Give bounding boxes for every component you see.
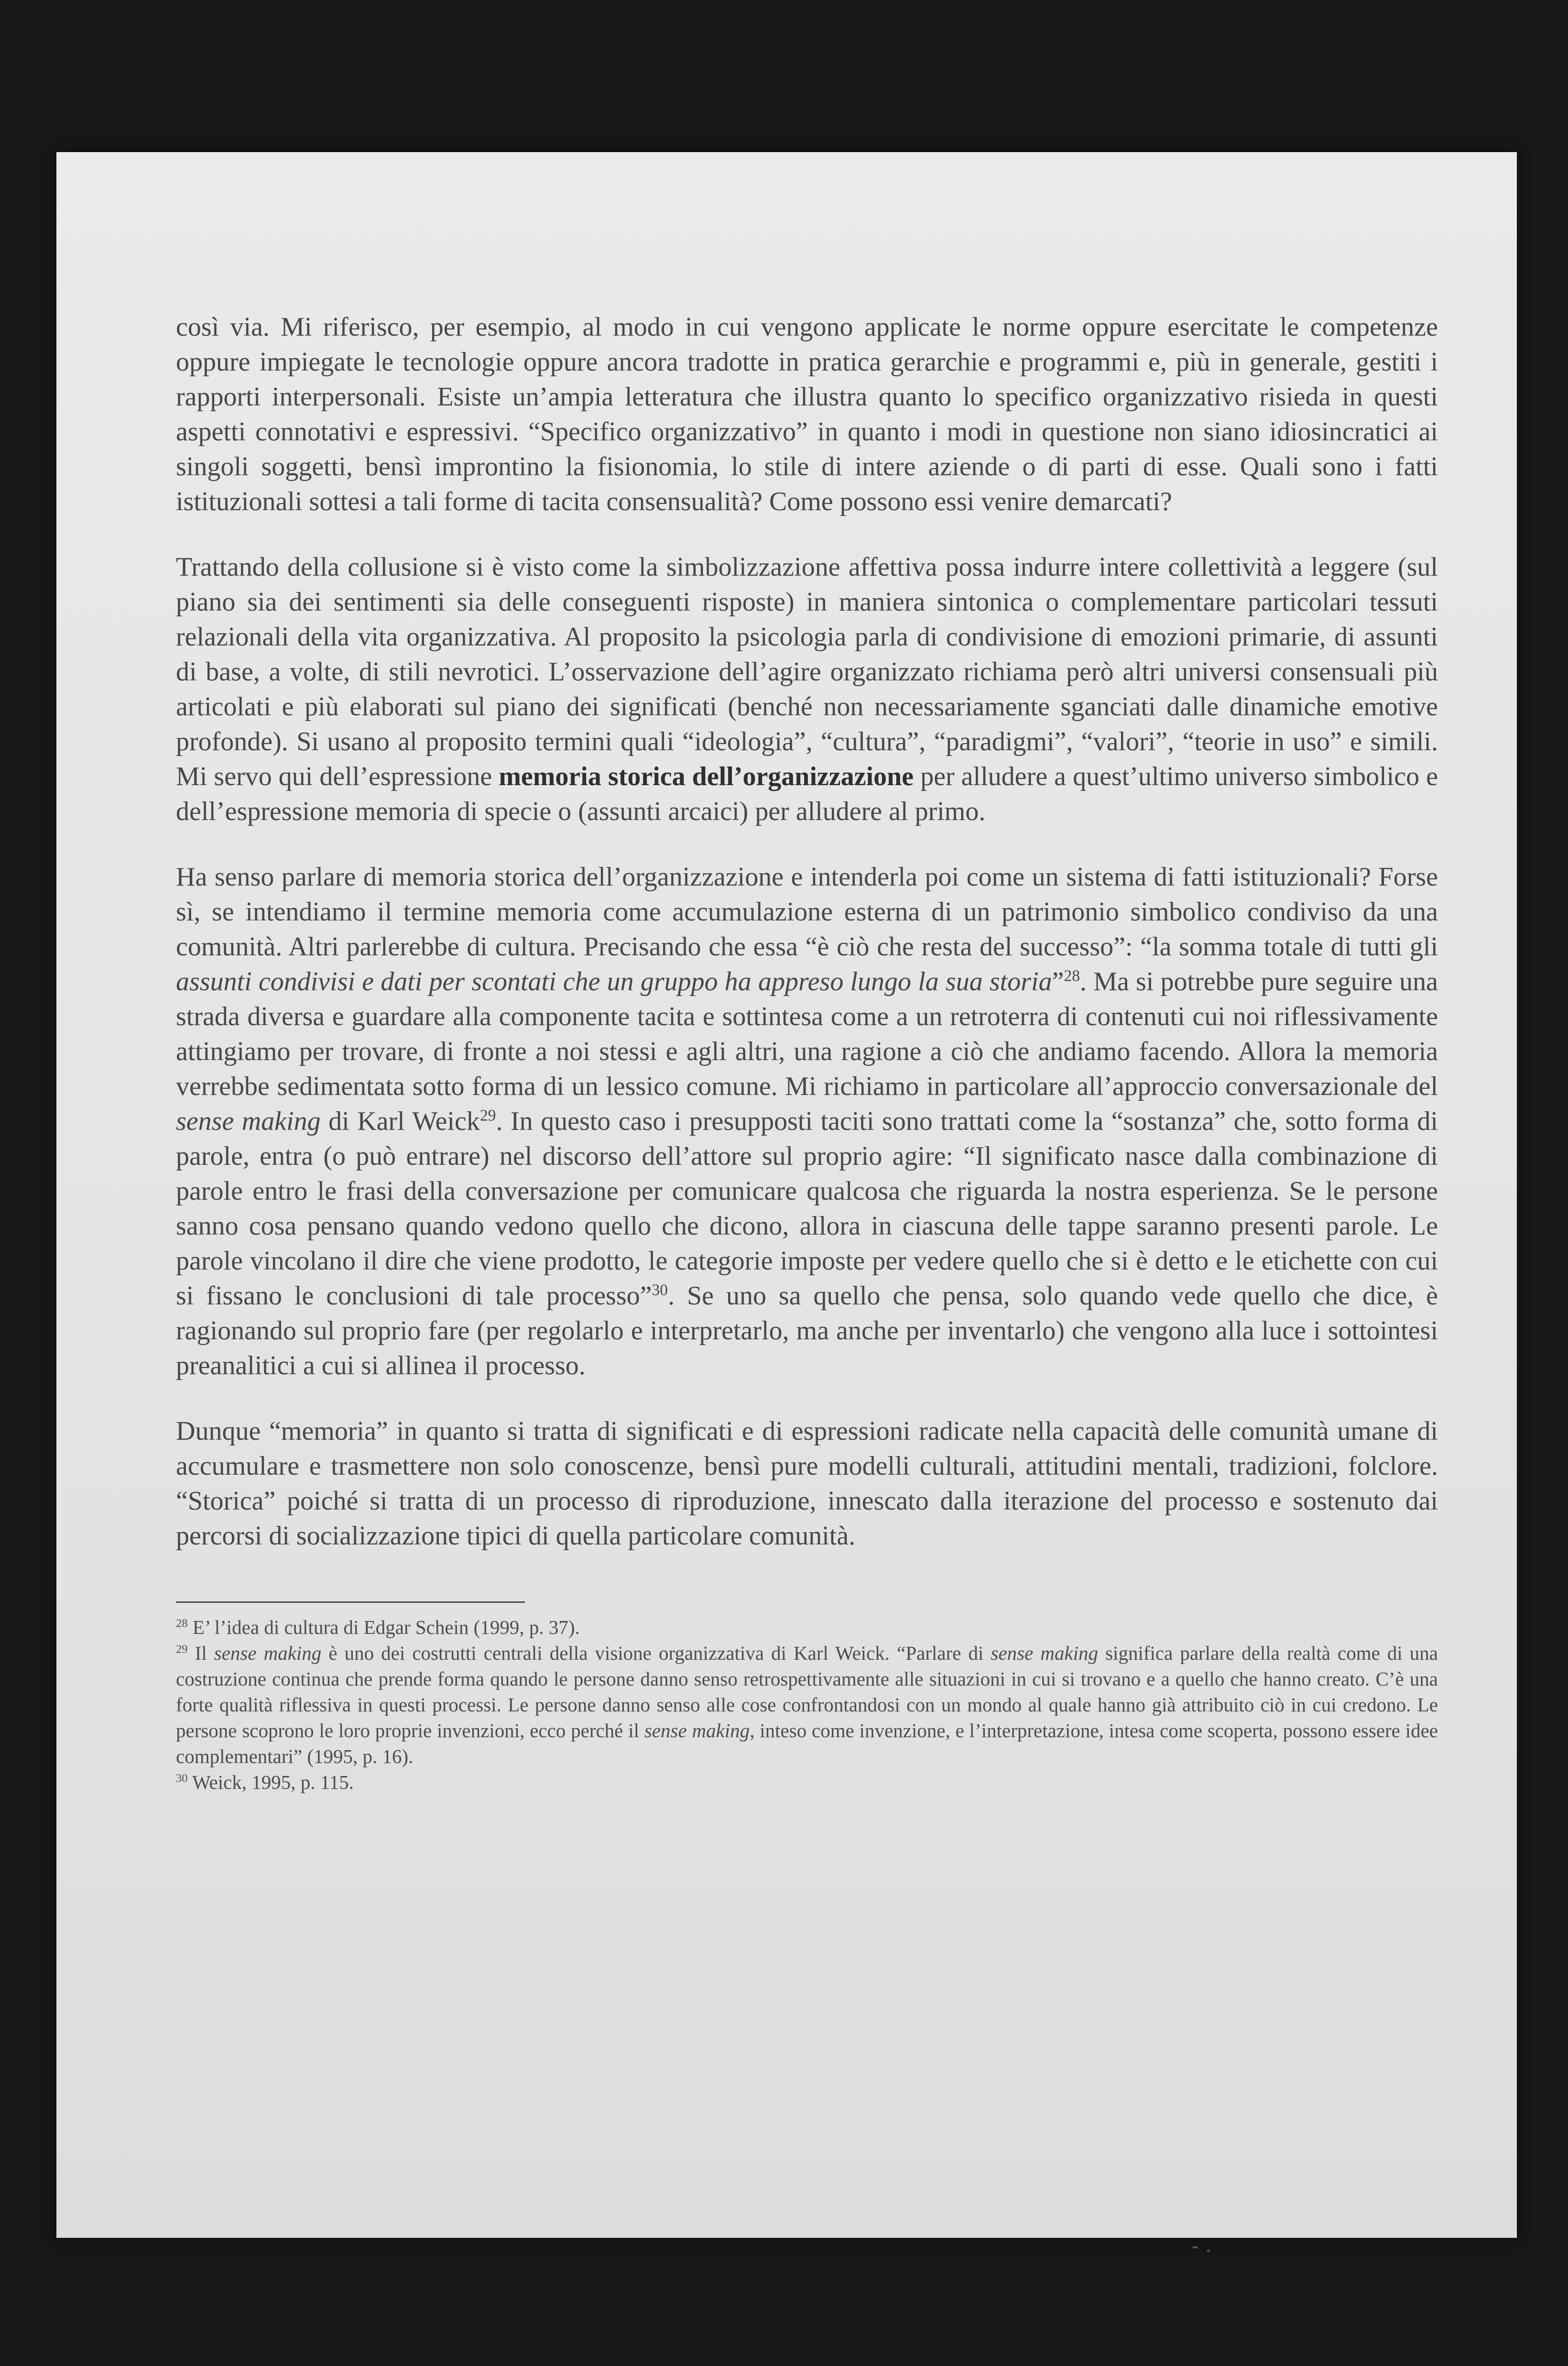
text-run: . Ma si potrebbe pure seguire una strada diversa e guardare alla componente tacita e sottintesa come a un retroterra di contenuti cui noi riflessivamente attingiamo per trovare, di fronte a noi stessi e agli altri, una ragione a ciò che andiamo facendo. Allora la memoria verrebbe sedimentata sotto forma di un lessico comune. Mi richiamo in particolare all’approccio conversazionale del	[176, 967, 1438, 1101]
footnote-1	[176, 1614, 1438, 1640]
footnote-separator	[176, 1601, 525, 1603]
body-text	[176, 310, 1438, 1554]
text-run: , inteso come invenzione, e l’interpretazione, intesa come scoperta, possono essere idee complementari” (1995, p. 16).	[176, 1720, 1438, 1767]
footnotes	[176, 1614, 1438, 1795]
footnote-ref: 29	[479, 1106, 496, 1125]
footnote-ref: 29	[176, 1643, 188, 1656]
text-run: Trattando della collusione si è visto come la simbolizzazione affettiva possa indurre intere collettività a leggere (sul piano sia dei sentimenti sia delle conseguenti risposte) in maniera sintonica o complementare particolari tessuti relazionali della vita organizzativa. Al proposito la psicologia parla di condivisione di emozioni primarie, di assunti di base, a volte, di stili nevrotici. L’osservazione dell’agire organizzato richiama però altri universi consensuali più articolati e più elaborati sul piano dei significati (benché non necessariamente sganciati dalle dinamiche emotive profonde). Si usano al proposito termini quali “ideologia”, “cultura”, “paradigmi”, “valori”, “teorie in uso” e simili. Mi servo qui dell’espressione	[176, 552, 1438, 791]
italic-text: assunti condivisi e dati per scontati che un gruppo ha appreso lungo la sua storia	[176, 967, 1052, 997]
text-run: così via. Mi riferisco, per esempio, al modo in cui vengono applicate le norme oppure esercitate le competenze oppure impiegate le tecnologie oppure ancora tradotte in pratica gerarchie e programmi e, più in generale, gestiti i rapporti interpersonali. Esiste un’ampia letteratura che illustra quanto lo specifico organizzativo risieda in questi aspetti connotativi e espressivi. “Specifico organizzativo” in quanto i modi in questione non siano idiosincratici ai singoli soggetti, bensì improntino la fisionomia, lo stile di intere aziende o di parti di esse. Quali sono i fatti istituzionali sottesi a tali forme di tacita consensualità? Come possono essi venire demarcati?	[176, 312, 1438, 516]
text-run: . Se uno sa quello che pensa, solo quando vede quello che dice, è ragionando sul proprio fare (per regolarlo e interpretarlo, ma anche per inventarlo) che vengono alla luce i sottointesi preanalitici a cui si allinea il processo.	[176, 1281, 1438, 1380]
paragraph-2	[176, 550, 1438, 829]
text-run: . In questo caso i presupposti taciti sono trattati come la “sostanza” che, sotto forma di parole, entra (o può entrare) nel discorso dell’attore sul proprio agire: “Il significato nasce dalla combinazione di parole entro le frasi della conversazione per comunicare qualcosa che riguarda la nostra esperienza. Se le persone sanno cosa pensano quando vedono quello che dicono, allora in ciascuna delle tappe saranno presenti parole. Le parole vincolano il dire che viene prodotto, le categorie imposte per vedere quello che si è detto e le etichette con cui si fissano le conclusioni di tale processo”	[176, 1106, 1438, 1311]
footnote-2	[176, 1640, 1438, 1769]
scan-mark	[1207, 2250, 1210, 2252]
italic-text: sense making	[176, 1106, 321, 1136]
italic-text: sense making	[644, 1720, 750, 1742]
text-run: Ha senso parlare di memoria storica dell’organizzazione e intenderla poi come un sistema di fatti istituzionali? Forse sì, se intendiamo il termine memoria come accumulazione esterna di un patrimonio simbolico condiviso da una comunità. Altri parlerebbe di cultura. Precisando che essa “è ciò che resta del successo”: “la somma totale di tutti gli	[176, 862, 1438, 962]
footnote-ref: 30	[176, 1772, 188, 1785]
text-run: di Karl Weick	[320, 1106, 480, 1136]
footnote-3	[176, 1769, 1438, 1795]
bold-text: memoria storica dell’organizzazione	[499, 762, 914, 791]
scan-mark	[1193, 2246, 1198, 2248]
text-run: Il	[187, 1642, 214, 1664]
text-run: Dunque “memoria” in quanto si tratta di significati e di espressioni radicate nella capacità delle comunità umane di accumulare e trasmettere non solo conoscenze, bensì pure modelli culturali, attitudini mentali, tradizioni, folclore. “Storica” poiché si tratta di un processo di riproduzione, innescato dalla iterazione del processo e sostenuto dai percorsi di socializzazione tipici di quella particolare comunità.	[176, 1416, 1438, 1551]
text-run: è uno dei costrutti centrali della visione organizzativa di Karl Weick. “Parlare di	[321, 1642, 991, 1664]
footnote-ref: 28	[1064, 967, 1080, 985]
text-run: E’ l’idea di cultura di Edgar Schein (1999, p. 37).	[187, 1616, 580, 1638]
footnote-ref: 30	[652, 1281, 668, 1299]
text-run: Weick, 1995, p. 115.	[187, 1771, 354, 1793]
text-run: per alludere a quest’ultimo universo simbolico e dell’espressione memoria di specie o (assunti arcaici) per alludere al primo.	[176, 762, 1438, 826]
text-run: significa parlare della realtà come di una costruzione continua che prende forma quando le persone danno senso retrospettivamente alle situazioni in cui si trovano e a quello che hanno creato. C’è una forte qualità riflessiva in questi processi. Le persone danno senso alle cose confrontandosi con un mondo al quale hanno già attribuito ciò in cui credono. Le persone scoprono le loro proprie invenzioni, ecco perché il	[176, 1642, 1438, 1742]
paragraph-3	[176, 860, 1438, 1383]
paragraph-1	[176, 310, 1438, 519]
document-page	[56, 152, 1517, 2238]
footnote-ref: 28	[176, 1617, 188, 1630]
italic-text: sense making	[991, 1642, 1099, 1664]
text-run: ”	[1052, 967, 1064, 997]
paragraph-4	[176, 1414, 1438, 1554]
italic-text: sense making	[214, 1642, 322, 1664]
page-content	[176, 310, 1438, 1795]
